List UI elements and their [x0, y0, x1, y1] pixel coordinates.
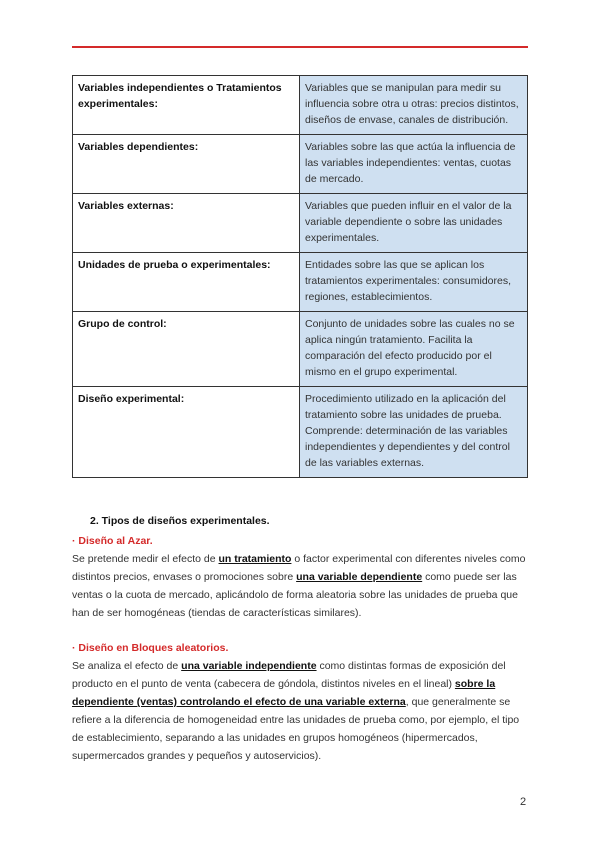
term-cell: Variables externas:: [73, 194, 300, 253]
paragraph-bloques: [72, 657, 532, 765]
text-span: Se analiza el efecto de: [72, 660, 182, 672]
term-cell: Grupo de control:: [73, 312, 300, 387]
table-row: [73, 194, 528, 253]
text-span: como distintas formas de exposición del producto en el punto de venta (cabecera de góndola, distintos niveles en el lineal): [72, 660, 506, 690]
table-row: [73, 312, 528, 387]
underlined-term: sobre la dependiente (ventas) controlando el efecto de una variable externa: [72, 678, 496, 708]
text-span: o factor experimental con diferentes niveles como distintos precios, envases o promociones sobre: [72, 553, 526, 583]
table-row: [73, 135, 528, 194]
definition-cell: Variables que pueden influir en el valor de la variable dependiente o sobre las unidades experimentales.: [300, 194, 528, 253]
definition-cell: Entidades sobre las que se aplican los tratamientos experimentales: consumidores, regiones, establecimientos.: [300, 253, 528, 312]
definition-cell: Procedimiento utilizado en la aplicación del tratamiento sobre las unidades de prueba. Comprende: determinación de las variables independientes y dependientes y del control de las variables externas.: [300, 387, 528, 478]
definition-cell: Variables que se manipulan para medir su influencia sobre otra u otras: precios distintos, diseños de envase, canales de distribución.: [300, 76, 528, 135]
term-cell: Variables dependientes:: [73, 135, 300, 194]
table-row: [73, 387, 528, 478]
text-span: como puede ser las ventas o la cuota de mercado, aplicándolo de forma aleatoria sobre las unidades de prueba que han de ser homogéneas (tiendas de características similares).: [72, 571, 518, 619]
section-content: [72, 512, 532, 765]
underlined-term: un tratamiento: [218, 553, 292, 565]
paragraph-azar: [72, 550, 532, 622]
underlined-term: una variable dependiente: [296, 571, 423, 583]
table-row: [73, 76, 528, 135]
underlined-term: una variable independiente: [181, 660, 317, 672]
term-cell: Variables independientes o Tratamientos experimentales:: [73, 76, 300, 135]
definition-cell: Conjunto de unidades sobre las cuales no se aplica ningún tratamiento. Facilita la comparación del efecto producido por el mismo en el grupo experimental.: [300, 312, 528, 387]
subsection-title-azar: · Diseño al Azar.: [72, 535, 153, 547]
term-cell: Unidades de prueba o experimentales:: [73, 253, 300, 312]
page-number: 2: [520, 796, 527, 808]
term-cell: Diseño experimental:: [73, 387, 300, 478]
definitions-table: [72, 75, 528, 478]
section-heading: 2. Tipos de diseños experimentales.: [90, 515, 270, 527]
subsection-title-bloques: · Diseño en Bloques aleatorios.: [72, 642, 229, 654]
text-span: Se pretende medir el efecto de: [72, 553, 219, 565]
definition-cell: Variables sobre las que actúa la influencia de las variables independientes: ventas, cuotas de mercado.: [300, 135, 528, 194]
text-span: , que generalmente se refiere a la diferencia de homogeneidad entre las unidades de prueba como, por ejemplo, el tipo de establecimiento, separando a las unidades en grupos homogéneos (hipermercados, supermercados grandes y pequeños y autoservicios).: [72, 696, 520, 762]
table-row: [73, 253, 528, 312]
header-rule: [72, 46, 528, 48]
